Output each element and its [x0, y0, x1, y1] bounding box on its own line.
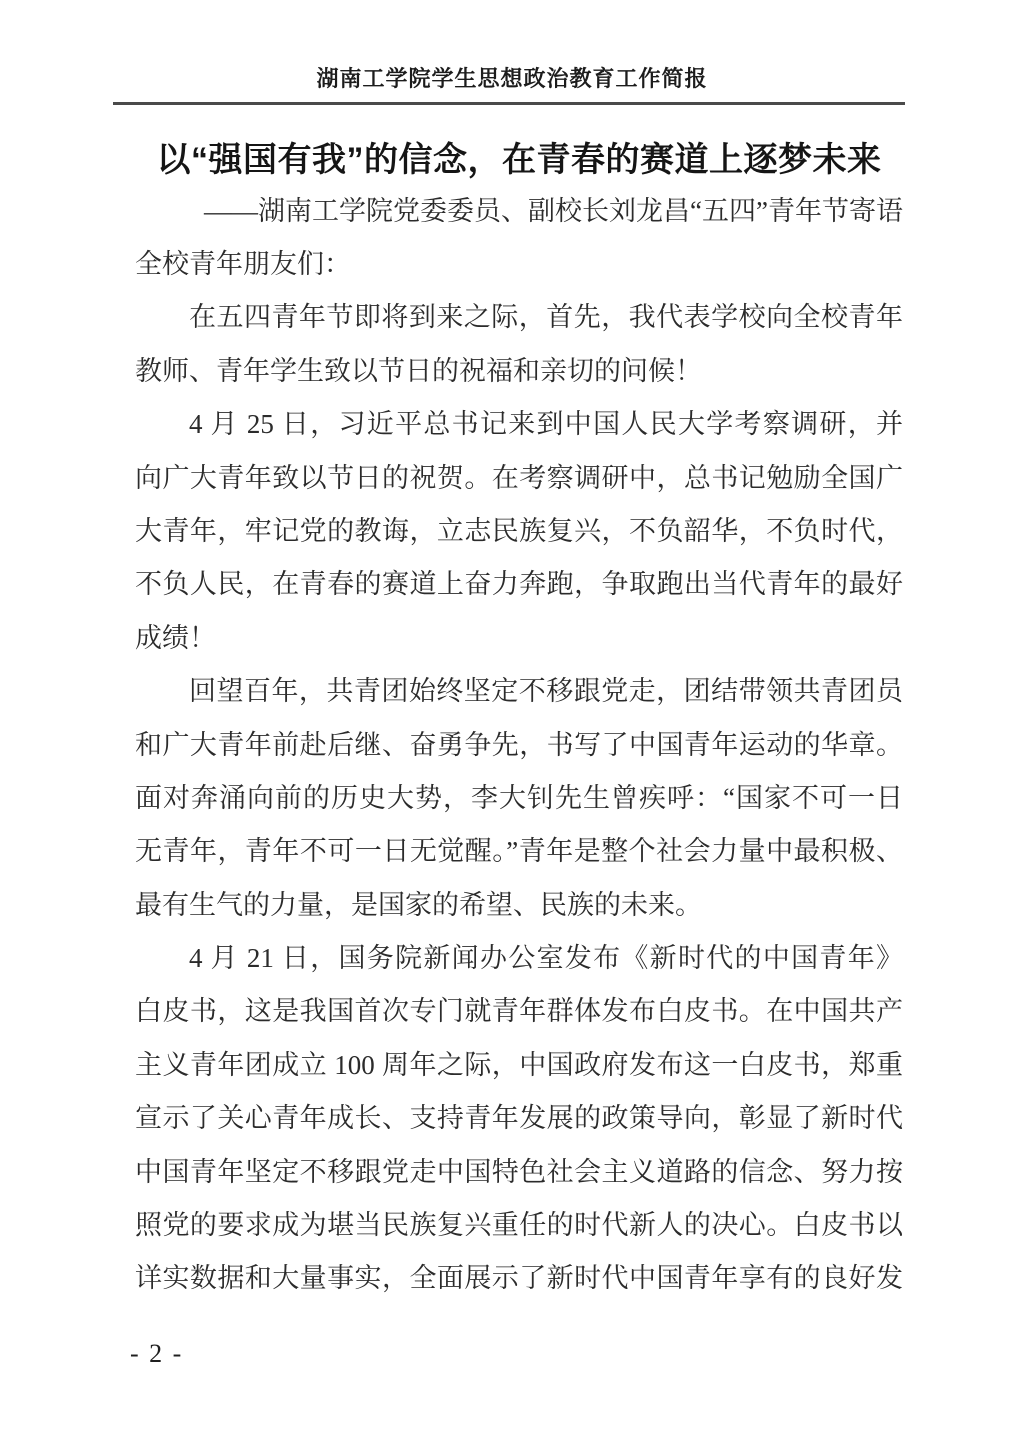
body-line: 中国青年坚定不移跟党走中国特色社会主义道路的信念、努力按 [135, 1156, 903, 1187]
body-line: 面对奔涌向前的历史大势，李大钊先生曾疾呼：“国家不可一日 [135, 782, 903, 813]
body-line: 回望百年，共青团始终坚定不移跟党走，团结带领共青团员 [189, 676, 903, 707]
bulletin-header-title: 湖南工学院学生思想政治教育工作简报 [316, 66, 708, 91]
body-line: 不负人民，在青春的赛道上奋力奔跑，争取跑出当代青年的最好 [135, 569, 903, 600]
body-line: 照党的要求成为堪当民族复兴重任的时代新人的决心。白皮书以 [135, 1210, 903, 1241]
paragraph [135, 398, 903, 665]
page-number: - 2 - [130, 1339, 184, 1368]
header-divider [113, 102, 905, 105]
article-byline: ——湖南工学院党委委员、副校长刘龙昌“五四”青年节寄语 [204, 196, 903, 226]
body-line: 白皮书，这是我国首次专门就青年群体发布白皮书。在中国共产 [135, 996, 903, 1027]
body-line: 全校青年朋友们： [135, 249, 351, 279]
paragraph [135, 238, 903, 291]
body-line: 向广大青年致以节日的祝贺。在考察调研中，总书记勉励全国广 [135, 462, 903, 493]
body-line: 详实数据和大量事实，全面展示了新时代中国青年享有的良好发 [135, 1263, 903, 1294]
paragraph [135, 932, 903, 1306]
body-line: 4 月 21 日，国务院新闻办公室发布《新时代的中国青年》 [189, 943, 903, 974]
document-body [135, 138, 903, 1306]
body-line: 大青年，牢记党的教诲，立志民族复兴，不负韶华，不负时代， [135, 515, 903, 546]
body-line: 和广大青年前赴后继、奋勇争先，书写了中国青年运动的华章。 [135, 729, 903, 760]
body-line: 无青年，青年不可一日无觉醒。”青年是整个社会力量中最积极、 [135, 836, 903, 867]
body-line: 教师、青年学生致以节日的祝福和亲切的问候！ [135, 355, 702, 386]
body-line: 成绩！ [135, 622, 216, 653]
paragraph [135, 665, 903, 932]
article-paragraphs [135, 238, 903, 1306]
body-line: 4 月 25 日，习近平总书记来到中国人民大学考察调研，并 [189, 409, 903, 440]
paragraph [135, 291, 903, 398]
body-line: 在五四青年节即将到来之际，首先，我代表学校向全校青年 [189, 302, 903, 333]
body-line: 宣示了关心青年成长、支持青年发展的政策导向，彰显了新时代 [135, 1103, 903, 1134]
body-line: 最有生气的力量，是国家的希望、民族的未来。 [135, 889, 702, 920]
body-line: 主义青年团成立 100 周年之际，中国政府发布这一白皮书，郑重 [135, 1049, 903, 1080]
page-header [0, 0, 1024, 105]
article-title: 以“强国有我”的信念，在青春的赛道上逐梦未来 [156, 141, 882, 179]
